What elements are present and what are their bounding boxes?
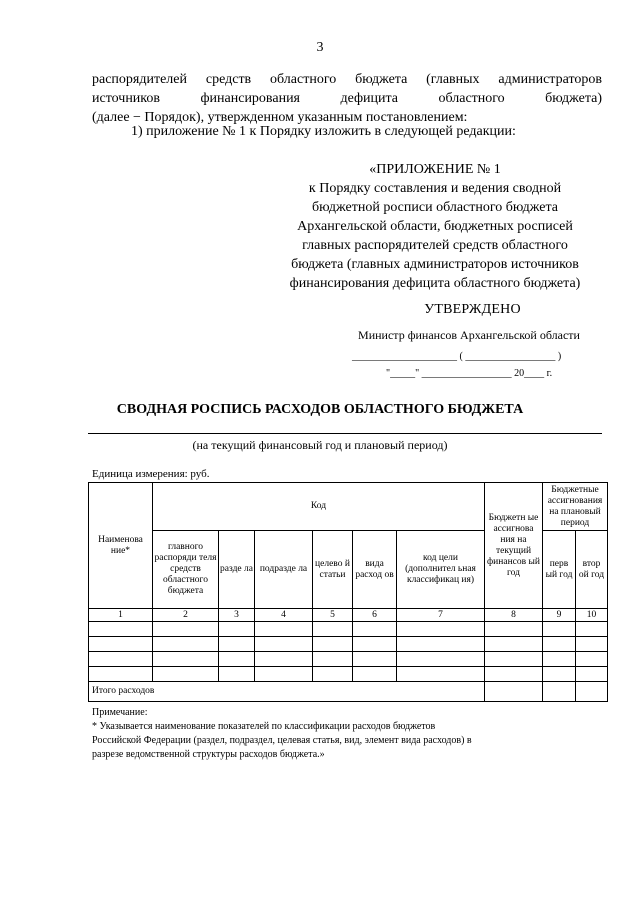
page-number: 3	[316, 40, 324, 55]
intro-line: источников финансирования дефицита областного бюджета)	[92, 91, 602, 106]
column-number: 6	[353, 609, 397, 622]
appendix-line: финансирования дефицита областного бюджета)	[289, 276, 581, 291]
footnote-line: * Указывается наименование показателей по классификации расходов бюджетов	[92, 721, 436, 732]
header-expense-type: вида расход ов	[353, 531, 397, 609]
appendix-line: Архангельской области, бюджетных росписей	[297, 219, 573, 234]
header-second-year: втор ой год	[576, 531, 608, 609]
item-1-text: 1) приложение № 1 к Порядку изложить в следующей редакции:	[131, 124, 516, 139]
column-number: 1	[89, 609, 153, 622]
expenditure-table	[88, 482, 608, 702]
document-subtitle: (на текущий финансовый год и плановый период)	[192, 438, 448, 452]
column-number: 4	[255, 609, 313, 622]
appendix-line: «ПРИЛОЖЕНИЕ № 1	[369, 162, 501, 177]
appendix-heading	[270, 160, 600, 293]
appendix-line: бюджета (главных администраторов источников	[291, 257, 579, 272]
unit-label: Единица измерения: руб.	[92, 468, 210, 480]
header-name: Наименова ние*	[89, 483, 153, 609]
document-title: СВОДНАЯ РОСПИСЬ РАСХОДОВ ОБЛАСТНОГО БЮДЖЕТА	[116, 402, 524, 417]
appendix-line: главных распорядителей средств областного	[302, 238, 568, 253]
title-underline	[88, 433, 602, 434]
header-target-article: целево й статьи	[313, 531, 353, 609]
intro-line: распорядителей средств областного бюджета (главных администраторов	[92, 72, 602, 87]
column-number: 7	[397, 609, 485, 622]
footnote-line: разрезе ведомственной структуры расходов бюджета.»	[92, 749, 325, 760]
total-label: Итого расходов	[89, 682, 485, 702]
signature-line: _____________________ ( __________________ )	[352, 351, 562, 362]
header-code: Код	[153, 483, 485, 531]
header-first-year: перв ый год	[543, 531, 576, 609]
header-purpose-code: код цели (дополнител ьная классификац ия)	[397, 531, 485, 609]
header-section: разде ла	[219, 531, 255, 609]
footnote	[92, 706, 472, 762]
column-number: 3	[219, 609, 255, 622]
header-current-year: Бюджетн ые ассигнова ния на текущий финансов ый год	[485, 483, 543, 609]
table-row	[89, 637, 608, 652]
column-number: 5	[313, 609, 353, 622]
column-numbers-row	[89, 609, 608, 622]
minister-label: Министр финансов Архангельской области	[358, 328, 580, 342]
appendix-line: бюджетной росписи областного бюджета	[312, 200, 558, 215]
date-line: "_____" __________________ 20____ г.	[386, 368, 553, 379]
intro-paragraph	[92, 70, 602, 127]
table-row	[89, 667, 608, 682]
footnote-line: Российской Федерации (раздел, подраздел, целевая статья, вид, элемент вида расходов) в	[92, 735, 472, 746]
column-number: 10	[576, 609, 608, 622]
column-number: 9	[543, 609, 576, 622]
total-row	[89, 682, 608, 702]
footnote-line: Примечание:	[92, 707, 148, 718]
header-planned-period: Бюджетные ассигнования на плановый период	[543, 483, 608, 531]
appendix-line: к Порядку составления и ведения сводной	[308, 181, 562, 196]
header-subsection: подразде ла	[255, 531, 313, 609]
column-number: 2	[153, 609, 219, 622]
table-row	[89, 622, 608, 637]
approved-label: УТВЕРЖДЕНО	[424, 302, 521, 317]
column-number: 8	[485, 609, 543, 622]
header-chief-manager: главного распоряди теля средств областного бюджета	[153, 531, 219, 609]
table-row	[89, 652, 608, 667]
intro-line: (далее − Порядок), утвержденном указанным постановлением:	[92, 110, 468, 125]
